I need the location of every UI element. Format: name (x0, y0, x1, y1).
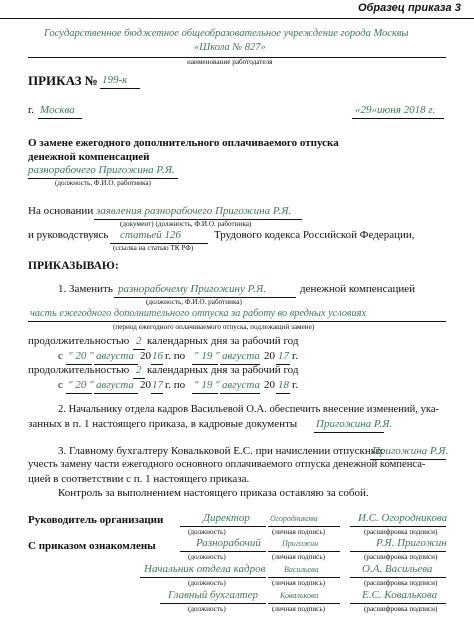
city-prefix: г. (28, 104, 35, 116)
basis-guided: и руководствуясь (28, 229, 109, 241)
item2-name: Пригожина Р.Я. (316, 418, 393, 430)
cap-decoding-1: (расшифровка подписи) (364, 528, 438, 536)
period-2-from-month-underline (94, 393, 138, 394)
sig-row1-decoding: И.С. Огородникова (358, 512, 448, 524)
period-1-yr: 20 (140, 350, 151, 362)
sig-row4-decoding-line (350, 603, 446, 604)
subject-line2: денежной компенсацией (28, 151, 150, 163)
sig-row3-decoding-line (350, 577, 446, 578)
item1-prefix: 1. Заменить (58, 283, 113, 295)
basis-article-caption: (ссылка на статью ТК РФ) (113, 244, 194, 252)
sig-row2-signature-line (268, 551, 340, 552)
subject-employee: разнорабочего Пригожина Р.Я. (28, 164, 175, 176)
cap-position-1: (должность) (188, 528, 226, 536)
cap-position-3: (должность) (188, 579, 226, 587)
date-underline (352, 118, 444, 119)
duration-prefix-2: продолжительностью (28, 364, 130, 376)
cap-decoding-4: (расшифровка подписи) (364, 605, 438, 613)
period-2-from-month: августа (96, 379, 134, 391)
basis-article: статьей 126 (120, 229, 182, 241)
duration-days-1: 2 (136, 335, 142, 347)
sig-row2-position: Разнорабочий (196, 537, 261, 549)
cap-signature-1: (личная подпись) (272, 528, 326, 536)
cap-signature-3: (личная подпись) (272, 579, 326, 587)
period-2-to-day: " 19 " (194, 379, 220, 391)
duration-prefix-1: продолжительностью (28, 335, 130, 347)
period-2-to-year: 18 (278, 379, 289, 391)
period-2-from-day-underline (66, 393, 92, 394)
sig-row3-signature: Васильева (284, 565, 319, 574)
sig-row4-position: Главный бухгалтер (168, 589, 258, 601)
period-2-to-day-underline (192, 393, 218, 394)
subject-line1: О замене ежегодного дополнительного оплачиваемого отпуска (28, 137, 339, 149)
order-word: ПРИКАЗЫВАЮ: (28, 260, 119, 272)
item1-employee-caption: (должность, Ф.И.О. работника) (146, 298, 242, 306)
acq-label: С приказом ознакомлены (28, 540, 156, 552)
basis-article-tail: Трудового кодекса Российской Федерации, (214, 229, 415, 241)
org-line2: «Школа № 827» (194, 42, 266, 53)
org-caption: наименование работодателя (187, 58, 273, 66)
sig-row4-position-line (160, 603, 266, 604)
period-1-to-day: " 19 " (194, 350, 220, 362)
sig-row4-decoding: Е.С. Ковалькова (362, 589, 438, 601)
sig-row4-signature-line (268, 603, 340, 604)
item3-line3: цией в соответствии с п. 1 настоящего приказа. (28, 473, 250, 485)
basis-doc-caption: (документ) (должность, Ф.И.О. работника) (120, 220, 252, 228)
city: Москва (40, 104, 75, 116)
sample-label: Образец приказа 3 (358, 2, 461, 14)
period-1-from-year: 16 (152, 350, 163, 362)
period-2-po: г. по (165, 379, 186, 391)
period-2-yr: 20 (140, 379, 151, 391)
item3-line2: учесть замену части ежегодного основного оплачиваемого отпуска денежной компенса- (28, 459, 426, 470)
period-2-to-year-underline (276, 393, 290, 394)
sig-row3-decoding: О.А. Васильева (362, 563, 433, 575)
control-text: Контроль за выполнением настоящего приказа оставляю за собой. (58, 487, 369, 499)
duration-days-2: 2 (136, 364, 142, 376)
city-underline (38, 118, 82, 119)
period-1-c: с (58, 350, 63, 362)
item1-suffix: денежной компенсацией (300, 283, 416, 295)
cap-signature-2: (личная подпись) (272, 553, 326, 561)
sig-row2-signature: Пригожин (282, 539, 319, 548)
cap-position-2: (должность) (188, 553, 226, 561)
period-2-yr2: 20 (264, 379, 275, 391)
date-rest: июня 2018 г. (377, 104, 436, 116)
head-label: Руководитель организации (28, 514, 164, 526)
period-1-yr2: 20 (264, 350, 275, 362)
sig-row1-position-line (180, 526, 266, 527)
period-1-po: г. по (165, 350, 186, 362)
order-number: 199-к (102, 74, 128, 86)
sig-row1-decoding-line (350, 526, 446, 527)
basis-document: заявления разнорабочего Пригожина Р.Я. (96, 205, 292, 217)
item2-line2: занных в п. 1 настоящего приказа, в кадровые документы (28, 418, 298, 430)
sig-row1-position: Директор (203, 512, 250, 524)
period-1-to-month: августа (222, 350, 260, 362)
item2-line1: 2. Начальнику отдела кадров Васильевой О.А. обеспечить внесение изменений, ука- (58, 404, 440, 415)
item2-name-underline (314, 432, 384, 433)
sig-row1-signature-line (268, 526, 340, 527)
order-label: ПРИКАЗ № (28, 73, 98, 88)
org-line1: Государственное бюджетное общеобразовательное учреждение города Москвы (44, 28, 409, 39)
period-2-from-year: 17 (152, 379, 163, 391)
item3-line1: 3. Главному бухгалтеру Ковальковой Е.С. при начислении отпускных (58, 445, 384, 457)
period-2-to-month-underline (220, 393, 260, 394)
order-number-underline (100, 88, 140, 89)
basis-prefix: На основании (28, 205, 94, 217)
item1-vacation: часть ежегодного дополнительного отпуска за работу во вредных условиях (30, 308, 366, 319)
period-1-g: г. (292, 350, 299, 362)
item3-name: Пригожина Р.Я. (372, 445, 449, 457)
period-2-c: с (58, 379, 63, 391)
period-2-g: г. (292, 379, 299, 391)
sig-row3-position-line (140, 577, 266, 578)
period-1-from-day: " 20 " (68, 350, 94, 362)
date-day: «29» (355, 104, 377, 116)
cap-position-4: (должность) (188, 605, 226, 613)
sig-row2-decoding: Р.Я. Пригожин (376, 537, 447, 549)
period-2-from-day: " 20 " (68, 379, 94, 391)
item1-employee: разнорабочему Пригожину Р.Я. (118, 283, 266, 295)
sig-row3-signature-line (268, 577, 340, 578)
sig-row2-decoding-line (350, 551, 446, 552)
period-1-to-year: 17 (278, 350, 289, 362)
sig-row4-signature: Ковалькова (280, 591, 319, 600)
cap-signature-4: (личная подпись) (272, 605, 326, 613)
cap-decoding-3: (расшифровка подписи) (364, 579, 438, 587)
sig-row1-signature: Огородникова (270, 514, 318, 523)
duration-suffix-1: календарных дня за рабочий год (147, 335, 299, 347)
duration-suffix-2: календарных дня за рабочий год (147, 364, 299, 376)
period-1-from-month: августа (96, 350, 134, 362)
period-2-to-month: августа (222, 379, 260, 391)
item1-vacation-caption: (период ежегодного оплачиваемого отпуска, подлежащий замене) (113, 323, 315, 331)
sig-row3-position: Начальник отдела кадров (144, 563, 266, 575)
header-divider (0, 18, 474, 19)
cap-decoding-2: (расшифровка подписи) (364, 553, 438, 561)
sig-row2-position-line (180, 551, 266, 552)
subject-employee-caption: (должность, Ф.И.О. работника) (55, 179, 151, 187)
period-2-from-year-underline (151, 393, 163, 394)
item1-vacation-underline (28, 321, 446, 322)
